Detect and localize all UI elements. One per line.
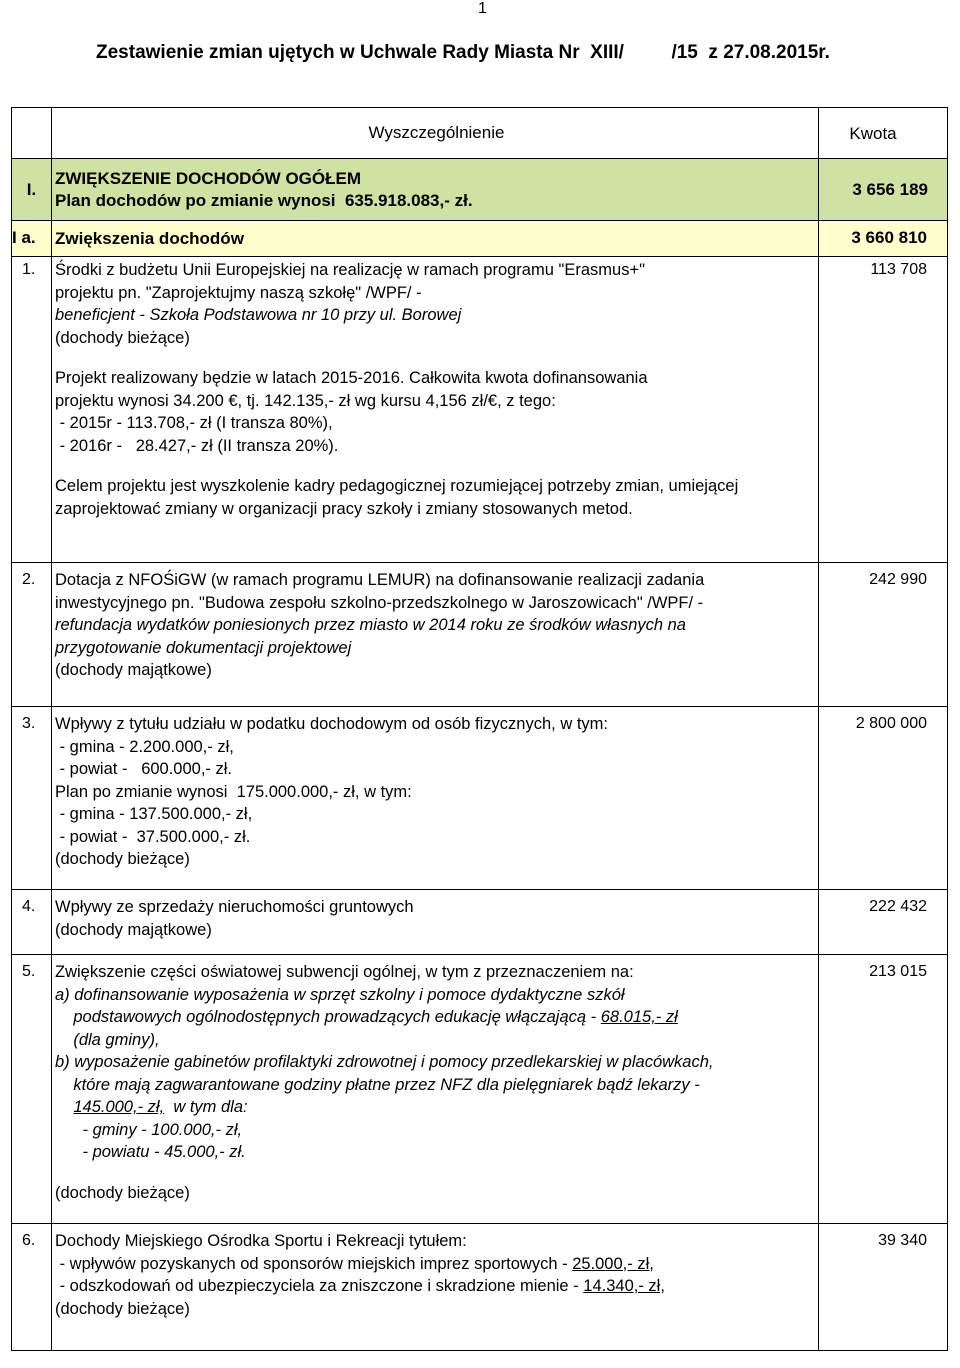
subsection-row: [12, 221, 948, 257]
section-plan-text: Plan dochodów po zmianie wynosi 635.918.083,- zł.: [55, 191, 473, 210]
page-number: 1: [478, 0, 487, 17]
item-line: Dochody Miejskiego Ośrodka Sportu i Rekreacji tytułem:: [55, 1232, 467, 1250]
item-description: [52, 563, 819, 707]
item-line: Zwiększenie części oświatowej subwencji ogólnej, w tym z przeznaczeniem na:: [55, 963, 634, 981]
item-text: - wpływów pozyskanych od sponsorów miejskich imprez sportowych -: [55, 1254, 573, 1273]
table-row: [12, 563, 948, 707]
item-line: (dla gminy),: [55, 1030, 160, 1049]
table-header-row: [12, 108, 948, 159]
header-description: Wyszczególnienie: [52, 108, 819, 159]
item-line: projektu wynosi 34.200 €, tj. 142.135,- zł wg kursu 4,156 zł/€, z tego:: [55, 391, 556, 410]
item-description: [52, 955, 819, 1224]
item-line: - 2015r - 113.708,- zł (I transza 80%),: [55, 414, 333, 432]
item-number: 4.: [12, 890, 52, 955]
item-line: (dochody majątkowe): [55, 661, 212, 679]
item-line: które mają zagwarantowane godziny płatne przez NFZ dla pielęgniarek bądź lekarzy -: [55, 1075, 700, 1094]
item-description: [52, 707, 819, 890]
item-number: 6.: [12, 1224, 52, 1351]
item-line: refundacja wydatków poniesionych przez miasto w 2014 roku ze środków własnych na: [55, 616, 686, 634]
item-amount: 39 340: [819, 1224, 948, 1351]
section-amount: 3 656 189: [819, 159, 948, 221]
section-description: [52, 159, 819, 221]
item-line: - gmina - 137.500.000,- zł,: [55, 805, 253, 823]
item-line: Dotacja z NFOŚiGW (w ramach programu LEMUR) na dofinansowanie realizacji zadania: [55, 571, 705, 589]
section-number: I.: [12, 159, 52, 221]
item-line: - gminy - 100.000,- zł,: [55, 1120, 243, 1139]
item-description: [52, 890, 819, 955]
item-description: [52, 257, 819, 563]
item-line: inwestycyjnego pn. "Budowa zespołu szkolno-przedszkolnego w Jaroszowicach" /WPF/ -: [55, 593, 704, 612]
item-line: - powiat - 37.500.000,- zł.: [55, 827, 251, 846]
underlined-amount: 14.340,- zł,: [583, 1277, 665, 1295]
item-line: - powiatu - 45.000,- zł.: [55, 1143, 246, 1161]
item-text: - odszkodowań od ubezpieczyciela za zniszczone i skradzione mienie -: [55, 1277, 584, 1295]
section-title: ZWIĘKSZENIE DOCHODÓW OGÓŁEM: [55, 169, 361, 188]
table-row: [12, 890, 948, 955]
item-amount: 2 800 000: [819, 707, 948, 890]
item-line: [55, 1253, 818, 1276]
item-line: projektu pn. "Zaprojektujmy naszą szkołę" /WPF/ -: [55, 283, 422, 302]
item-line: Środki z budżetu Unii Europejskiej na realizację w ramach programu "Erasmus+": [55, 261, 645, 279]
item-amount: 242 990: [819, 563, 948, 707]
underlined-amount: 145.000,- zł,: [73, 1098, 165, 1116]
item-line: Celem projektu jest wyszkolenie kadry pedagogicznej rozumiejącej potrzeby zmian, umiejącej: [55, 477, 739, 495]
underlined-amount: 25.000,- zł,: [572, 1254, 654, 1273]
item-line: - powiat - 600.000,- zł.: [55, 760, 232, 778]
subsection-label: Zwiększenia dochodów: [52, 221, 819, 257]
item-line: (dochody bieżące): [55, 850, 190, 868]
page-title: Zestawienie zmian ujętych w Uchwale Rady Miasta Nr XIII/ /15 z 27.08.2015r.: [96, 42, 830, 63]
item-line: Plan po zmianie wynosi 175.000.000,- zł, w tym:: [55, 782, 412, 801]
item-line: zaprojektować zmiany w organizacji pracy szkoły i zmiany stosowanych metod.: [55, 499, 633, 518]
section-total-row: [12, 159, 948, 221]
item-line: [55, 1006, 818, 1029]
item-line: (dochody majątkowe): [55, 920, 212, 939]
item-line: przygotowanie dokumentacji projektowej: [55, 638, 352, 657]
item-number: 2.: [12, 563, 52, 707]
item-text: w tym dla:: [164, 1098, 248, 1116]
item-amount: 213 015: [819, 955, 948, 1224]
item-line: a) dofinansowanie wyposażenia w sprzęt szkolny i pomoce dydaktyczne szkół: [55, 985, 625, 1004]
item-amount: 222 432: [819, 890, 948, 955]
item-line: Wpływy ze sprzedaży nieruchomości gruntowych: [55, 898, 414, 916]
item-line: b) wyposażenie gabinetów profilaktyki zdrowotnej i pomocy przedlekarskiej w placówkach,: [55, 1053, 714, 1071]
subsection-amount: 3 660 810: [819, 221, 948, 257]
item-line: [55, 1096, 818, 1119]
item-line: beneficjent - Szkoła Podstawowa nr 10 przy ul. Borowej: [55, 306, 462, 324]
table-row: [12, 955, 948, 1224]
item-line: Wpływy z tytułu udziału w podatku dochodowym od osób fizycznych, w tym:: [55, 715, 608, 733]
subsection-number: I a.: [12, 221, 52, 257]
table-row: [12, 1224, 948, 1351]
item-description: [52, 1224, 819, 1351]
item-line: Projekt realizowany będzie w latach 2015-2016. Całkowita kwota dofinansowania: [55, 369, 648, 387]
item-line: (dochody bieżące): [55, 1183, 190, 1202]
item-amount: 113 708: [819, 257, 948, 563]
item-number: 5.: [12, 955, 52, 1224]
item-number: 3.: [12, 707, 52, 890]
item-line: - 2016r - 28.427,- zł (II transza 20%).: [55, 436, 339, 455]
header-number-cell: [12, 108, 52, 159]
item-line: (dochody bieżące): [55, 1299, 190, 1318]
item-line: [55, 1275, 818, 1298]
table-row: [12, 257, 948, 563]
header-amount: Kwota: [819, 108, 948, 159]
item-number: 1.: [12, 257, 52, 563]
changes-table: [11, 107, 948, 1351]
table-row: [12, 707, 948, 890]
item-line: - gmina - 2.200.000,- zł,: [55, 737, 234, 756]
item-text: podstawowych ogólnodostępnych prowadzących edukację włączającą -: [55, 1008, 601, 1026]
underlined-amount: 68.015,- zł: [600, 1008, 678, 1026]
item-line: (dochody bieżące): [55, 328, 190, 347]
